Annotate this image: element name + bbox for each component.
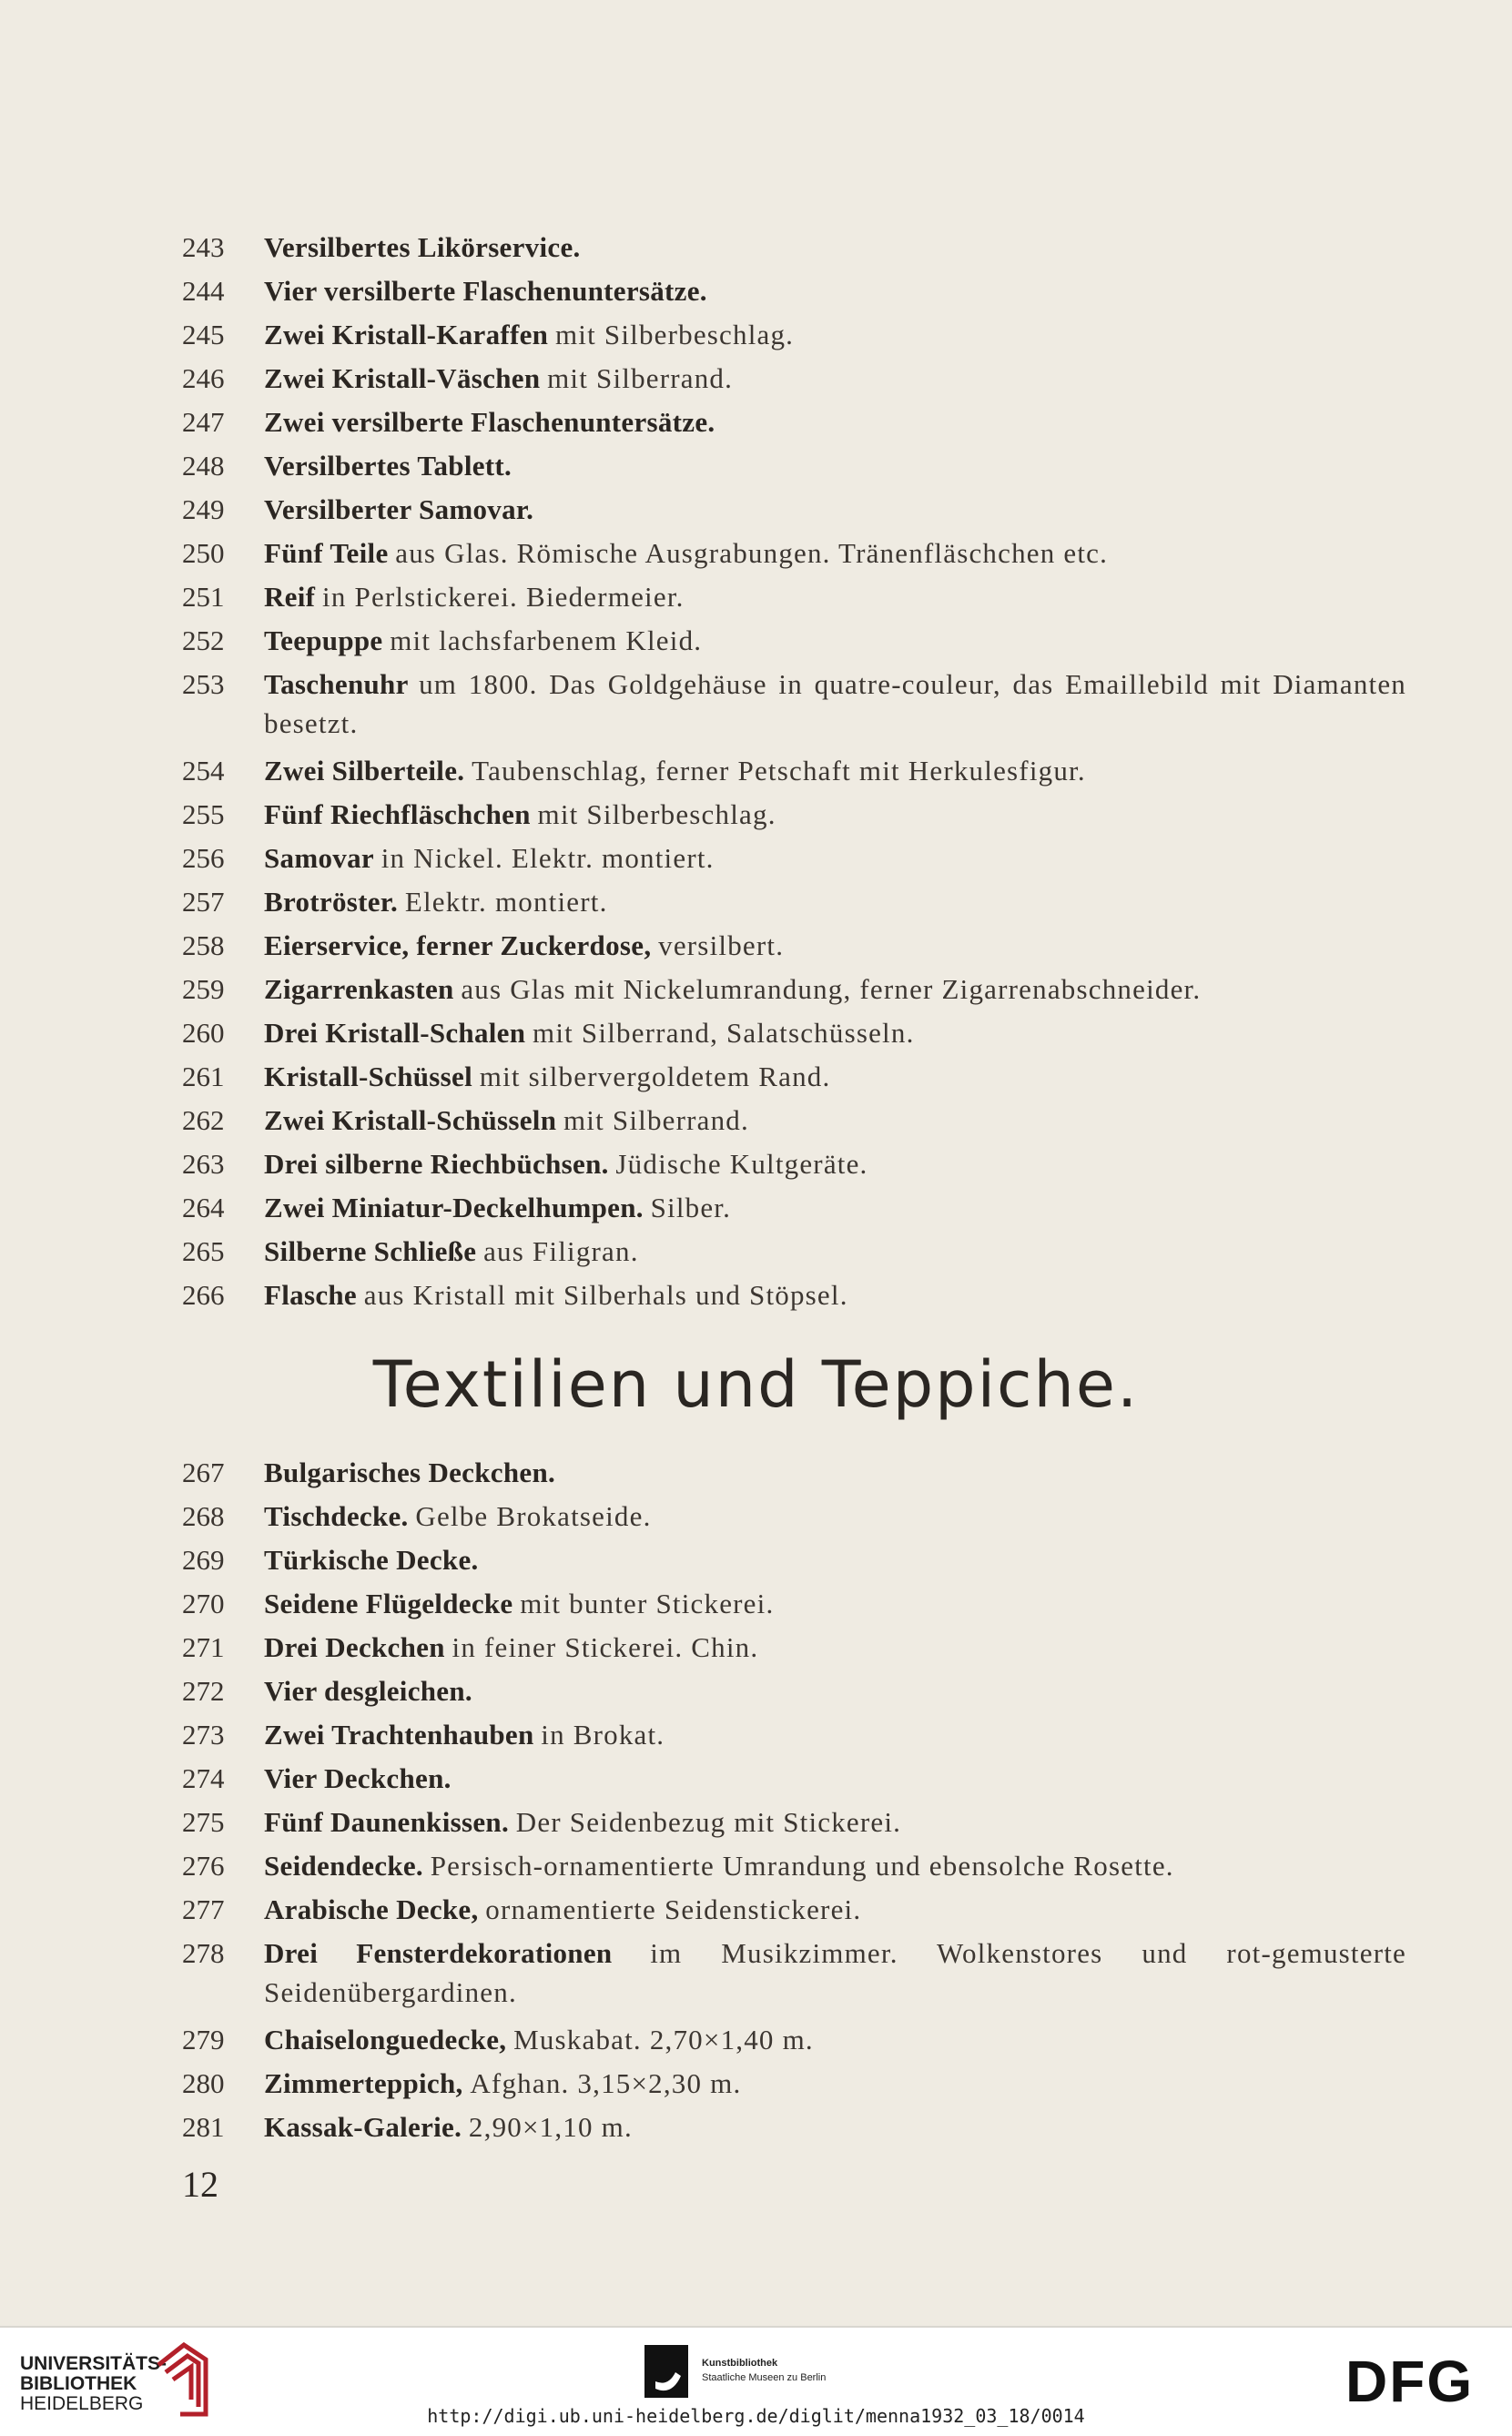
lot-number: 250 (182, 537, 225, 569)
catalogue-entry (182, 665, 1406, 751)
lot-detail: Der Seidenbezug mit Stickerei. (515, 1806, 902, 1838)
library-line-1: UNIVERSITÄTS- (20, 2353, 167, 2374)
lot-description (264, 882, 1406, 921)
catalogue-entry (182, 490, 1406, 533)
catalogue-entry (182, 969, 1406, 1013)
lot-title: Zwei Miniatur-Deckelhumpen. (264, 1192, 644, 1223)
lot-description (264, 838, 1406, 878)
lot-title: Teepuppe (264, 624, 383, 656)
catalogue-entry (182, 1802, 1406, 1846)
catalogue-entry (182, 271, 1406, 315)
lot-title: Fünf Daunenkissen. (264, 1806, 509, 1838)
lot-description (264, 926, 1406, 965)
lot-detail: mit Silberbeschlag. (554, 319, 795, 350)
lot-number: 251 (182, 581, 225, 613)
lot-title: Drei Deckchen (264, 1631, 445, 1663)
lot-detail: in Perlstickerei. Biedermeier. (322, 581, 685, 613)
catalogue-entry (182, 838, 1406, 882)
catalogue-entry (182, 1628, 1406, 1671)
lot-description (264, 490, 1406, 529)
catalogue-entry (182, 1846, 1406, 1890)
lot-description (264, 359, 1406, 398)
lot-title: Drei Kristall-Schalen (264, 1017, 526, 1049)
lot-number: 262 (182, 1104, 225, 1136)
lot-title: Vier versilberte Flaschenuntersätze. (264, 275, 707, 307)
lot-number: 279 (182, 2024, 225, 2055)
lot-number: 244 (182, 275, 225, 307)
catalogue-entry (182, 1101, 1406, 1144)
catalogue-entry (182, 1934, 1406, 2020)
lot-description (264, 1275, 1406, 1314)
lot-title: Kassak-Galerie. (264, 2111, 462, 2143)
lot-title: Kristall-Schüssel (264, 1061, 473, 1092)
catalogue-entry (182, 621, 1406, 665)
lot-number: 261 (182, 1061, 225, 1092)
lot-number: 275 (182, 1806, 225, 1838)
lot-title: Bulgarisches Deckchen. (264, 1457, 556, 1488)
catalogue-entry (182, 1188, 1406, 1232)
catalogue-entry (182, 882, 1406, 926)
catalogue-entry (182, 1759, 1406, 1802)
lot-detail: in Brokat. (541, 1719, 665, 1751)
lot-detail: mit Silberrand, Salatschüsseln. (533, 1017, 915, 1049)
lot-title: Brotröster. (264, 886, 399, 918)
catalogue-entry (182, 795, 1406, 838)
lot-description (264, 1802, 1406, 1842)
lot-description (264, 1715, 1406, 1754)
lot-description (264, 1232, 1406, 1271)
lot-detail: aus Kristall mit Silberhals und Stöpsel. (363, 1279, 848, 1311)
lot-title: Zwei Kristall-Karaffen (264, 319, 549, 350)
catalogue-entry (182, 577, 1406, 621)
lot-description (264, 1628, 1406, 1667)
lot-description (264, 1540, 1406, 1579)
lot-detail: mit Silberbeschlag. (537, 798, 776, 830)
lot-number: 264 (182, 1192, 225, 1223)
lot-detail: um 1800. Das Goldgehäuse in quatre-couleur, das Emaillebild mit Diamanten besetzt. (264, 668, 1406, 739)
lot-number: 248 (182, 450, 225, 482)
lot-detail: mit lachsfarbenem Kleid. (390, 624, 703, 656)
lot-title: Zwei versilberte Flaschenuntersätze. (264, 406, 715, 438)
lot-description (264, 1144, 1406, 1183)
lot-description (264, 577, 1406, 616)
catalogue-entry (182, 1715, 1406, 1759)
lot-detail: ornamentierte Seidenstickerei. (485, 1893, 862, 1925)
lot-description (264, 1934, 1406, 2012)
catalogue-entry (182, 359, 1406, 402)
catalogue-entry (182, 2020, 1406, 2064)
lot-number: 259 (182, 973, 225, 1005)
lot-description (264, 315, 1406, 354)
catalogue-entry (182, 751, 1406, 795)
catalogue-entry (182, 1497, 1406, 1540)
lot-number: 243 (182, 231, 225, 263)
catalogue-entry (182, 446, 1406, 490)
lot-number: 267 (182, 1457, 225, 1488)
lot-title: Versilberter Samovar. (264, 493, 534, 525)
kb-subtitle: Staatliche Museen zu Berlin (702, 2372, 827, 2383)
catalogue-entry (182, 533, 1406, 577)
catalogue-list-2 (182, 1453, 1406, 2151)
kunstbibliothek-label (702, 2356, 826, 2385)
lot-description (264, 533, 1406, 573)
lot-title: Silberne Schließe (264, 1235, 477, 1267)
footer-divider (0, 2326, 1512, 2328)
lot-detail: aus Glas. Römische Ausgrabungen. Tränenfläschchen etc. (395, 537, 1109, 569)
catalogue-entry (182, 2107, 1406, 2151)
lot-detail: Gelbe Brokatseide. (415, 1500, 652, 1532)
catalogue-entry (182, 1453, 1406, 1497)
catalogue-entry (182, 1890, 1406, 1934)
lot-title: Fünf Riechfläschchen (264, 798, 531, 830)
lot-number: 257 (182, 886, 225, 918)
catalogue-entry (182, 1671, 1406, 1715)
catalogue-entry (182, 1540, 1406, 1584)
lot-description (264, 1188, 1406, 1227)
lot-title: Drei silberne Riechbüchsen. (264, 1148, 609, 1180)
lot-title: Zwei Kristall-Väschen (264, 362, 541, 394)
lot-number: 249 (182, 493, 225, 525)
lot-number: 269 (182, 1544, 225, 1576)
lot-detail: im Musikzimmer. Wolkenstores und rot-gemusterte Seidenübergardinen. (264, 1937, 1406, 2008)
lot-detail: mit bunter Stickerei. (520, 1588, 775, 1619)
lot-description (264, 1759, 1406, 1798)
lot-description (264, 1846, 1406, 1885)
lot-description (264, 751, 1406, 790)
lot-title: Taschenuhr (264, 668, 409, 700)
lot-description (264, 1057, 1406, 1096)
library-line-2: BIBLIOTHEK (20, 2373, 137, 2394)
lot-title: Flasche (264, 1279, 357, 1311)
lot-description (264, 446, 1406, 485)
lot-title: Türkische Decke. (264, 1544, 479, 1576)
catalogue-entry (182, 1144, 1406, 1188)
lot-description (264, 1101, 1406, 1140)
lot-number: 265 (182, 1235, 225, 1267)
lot-detail: mit silbervergoldetem Rand. (479, 1061, 831, 1092)
lot-number: 253 (182, 668, 225, 700)
lot-title: Zigarrenkasten (264, 973, 454, 1005)
lot-number: 278 (182, 1937, 225, 1969)
lot-detail: Persisch-ornamentierte Umrandung und ebensolche Rosette. (430, 1850, 1174, 1882)
lot-title: Samovar (264, 842, 374, 874)
lot-detail: Taubenschlag, ferner Petschaft mit Herkulesfigur. (472, 755, 1086, 787)
lot-description (264, 1584, 1406, 1623)
lot-title: Vier desgleichen. (264, 1675, 472, 1707)
catalogue-list-1 (182, 228, 1406, 1319)
lot-detail: 2,90×1,10 m. (468, 2111, 633, 2143)
lot-description (264, 1890, 1406, 1929)
lot-number: 266 (182, 1279, 225, 1311)
lot-number: 247 (182, 406, 225, 438)
lot-number: 272 (182, 1675, 225, 1707)
lot-description (264, 2020, 1406, 2059)
lot-detail: Silber. (650, 1192, 732, 1223)
lot-title: Zimmerteppich, (264, 2067, 463, 2099)
lot-number: 277 (182, 1893, 225, 1925)
lot-number: 263 (182, 1148, 225, 1180)
lot-number: 270 (182, 1588, 225, 1619)
lot-description (264, 2107, 1406, 2147)
lot-detail: Jüdische Kultgeräte. (615, 1148, 868, 1180)
lot-title: Zwei Silberteile. (264, 755, 465, 787)
catalogue-entry (182, 1275, 1406, 1319)
catalogue-entry (182, 1057, 1406, 1101)
lot-description (264, 969, 1406, 1009)
lot-number: 273 (182, 1719, 225, 1751)
lot-detail: mit Silberrand. (547, 362, 734, 394)
catalogue-entry (182, 2064, 1406, 2107)
lot-title: Vier Deckchen. (264, 1762, 452, 1794)
kunstbibliothek-logo-icon (644, 2345, 688, 2398)
lot-title: Seidendecke. (264, 1850, 423, 1882)
dfg-logo: DFG (1345, 2349, 1475, 2414)
lot-detail: in feiner Stickerei. Chin. (452, 1631, 759, 1663)
catalogue-entry (182, 1013, 1406, 1057)
lot-description (264, 228, 1406, 267)
lot-description (264, 795, 1406, 834)
lot-title: Fünf Teile (264, 537, 389, 569)
catalogue-entry (182, 1584, 1406, 1628)
lot-title: Zwei Trachtenhauben (264, 1719, 534, 1751)
section-heading: Textilien und Teppiche. (372, 1347, 1140, 1422)
lot-title: Eierservice, ferner Zuckerdose, (264, 929, 652, 961)
lot-number: 280 (182, 2067, 225, 2099)
catalogue-entry (182, 1232, 1406, 1275)
lot-description (264, 1671, 1406, 1710)
lot-number: 255 (182, 798, 225, 830)
lot-title: Versilbertes Likörservice. (264, 231, 581, 263)
page-number: 12 (182, 2164, 218, 2205)
lot-description (264, 1453, 1406, 1492)
catalogue-entry (182, 315, 1406, 359)
lot-number: 256 (182, 842, 225, 874)
lot-detail: aus Glas mit Nickelumrandung, ferner Zigarrenabschneider. (461, 973, 1202, 1005)
lot-title: Drei Fensterdekorationen (264, 1937, 613, 1969)
lot-description (264, 2064, 1406, 2103)
lot-description (264, 665, 1406, 743)
lot-number: 268 (182, 1500, 225, 1532)
lot-detail: versilbert. (658, 929, 785, 961)
lot-title: Versilbertes Tablett. (264, 450, 512, 482)
lot-detail: aus Filigran. (483, 1235, 639, 1267)
lot-number: 274 (182, 1762, 225, 1794)
lot-detail: in Nickel. Elektr. montiert. (381, 842, 715, 874)
lot-description (264, 1013, 1406, 1052)
lot-detail: Muskabat. 2,70×1,40 m. (513, 2024, 814, 2055)
lot-title: Seidene Flügeldecke (264, 1588, 513, 1619)
lot-description (264, 1497, 1406, 1536)
lot-number: 245 (182, 319, 225, 350)
lot-detail: Elektr. montiert. (404, 886, 608, 918)
kb-name: Kunstbibliothek (702, 2358, 778, 2369)
lot-number: 252 (182, 624, 225, 656)
lot-detail: mit Silberrand. (563, 1104, 749, 1136)
catalogue-entry (182, 926, 1406, 969)
lot-description (264, 271, 1406, 310)
lot-title: Reif (264, 581, 316, 613)
lot-number: 281 (182, 2111, 225, 2143)
lot-number: 258 (182, 929, 225, 961)
lot-title: Zwei Kristall-Schüsseln (264, 1104, 557, 1136)
catalogue-entry (182, 228, 1406, 271)
lot-number: 271 (182, 1631, 225, 1663)
lot-title: Tischdecke. (264, 1500, 409, 1532)
lot-description (264, 621, 1406, 660)
lot-title: Arabische Decke, (264, 1893, 479, 1925)
catalogue-entry (182, 402, 1406, 446)
library-line-3: HEIDELBERG (20, 2393, 144, 2414)
lot-number: 254 (182, 755, 225, 787)
lot-description (264, 402, 1406, 442)
lot-title: Chaiselonguedecke, (264, 2024, 507, 2055)
lot-detail: Afghan. 3,15×2,30 m. (470, 2067, 742, 2099)
lot-number: 276 (182, 1850, 225, 1882)
lot-number: 260 (182, 1017, 225, 1049)
lot-number: 246 (182, 362, 225, 394)
permalink-url[interactable]: http://digi.ub.uni-heidelberg.de/diglit/menna1932_03_18/0014 (427, 2405, 1085, 2427)
